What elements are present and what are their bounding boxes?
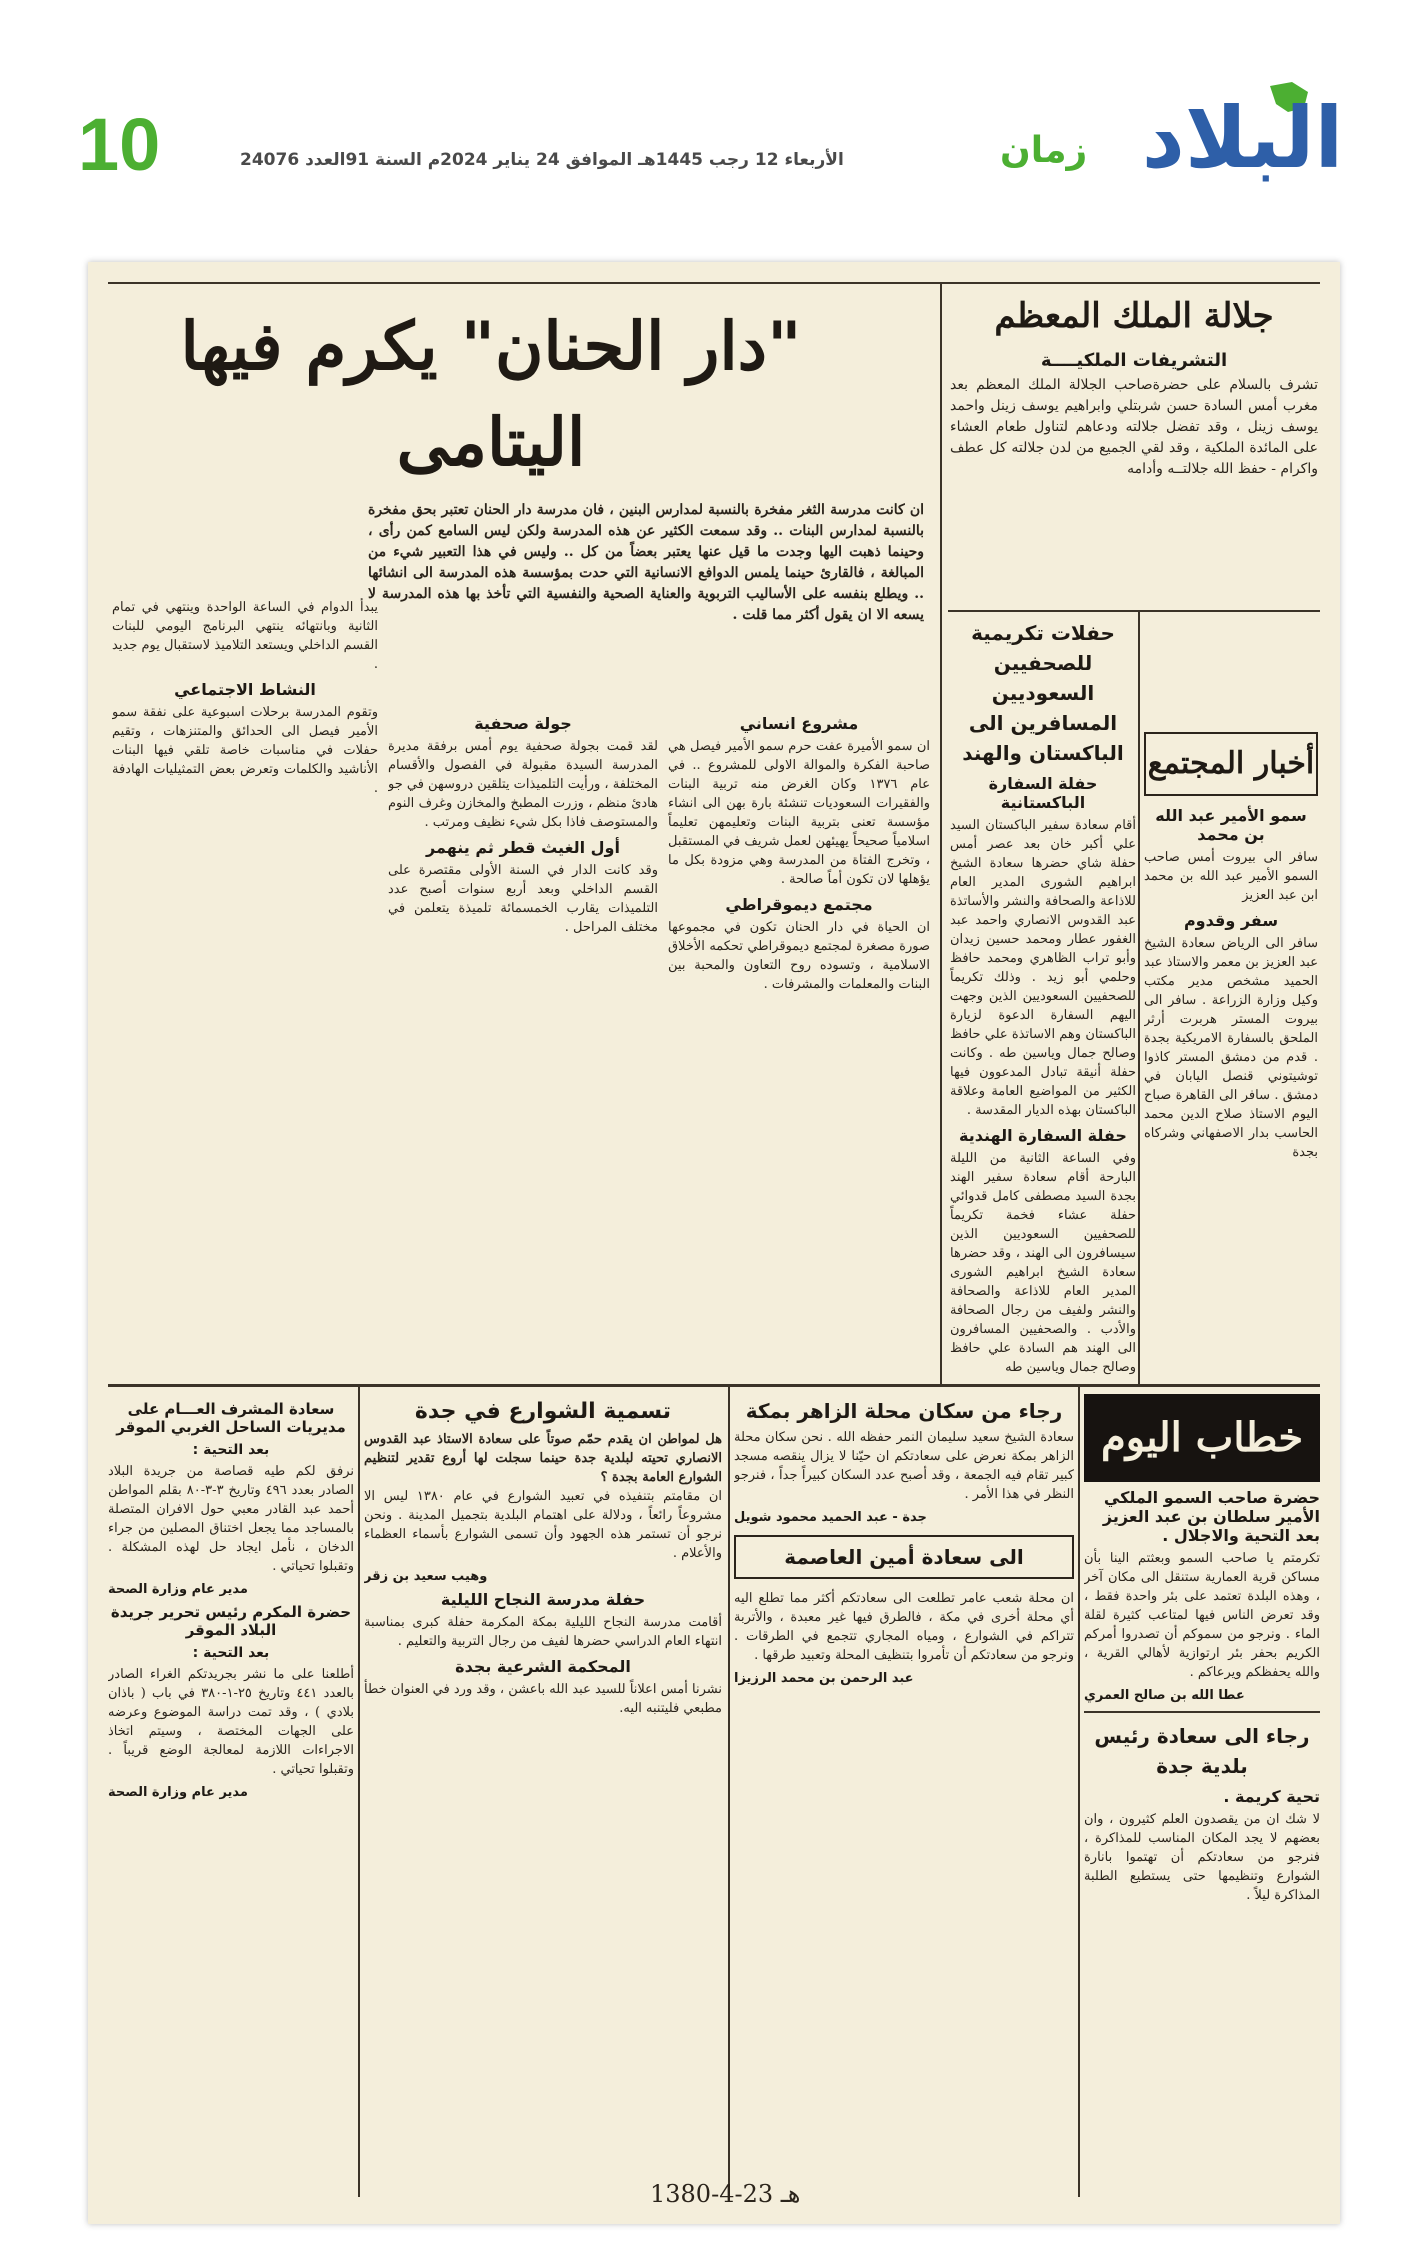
- journalists-sub-india: حفلة السفارة الهندية: [959, 1126, 1127, 1145]
- column-divider: [358, 1387, 360, 2197]
- king-article: [950, 288, 1318, 606]
- page-header: [0, 0, 1420, 260]
- society-news: [1144, 732, 1318, 1378]
- society-item: [1144, 911, 1318, 1162]
- speech-body: تكرمتم يا صاحب السمو وبعثتم الينا بأن مساكن قرية العمارية ستنقل الى مكان آخر ، وهذه البلدة تعتمد على بئر واحدة فقط ، وقد تعرض الناس فيها لمتاعب كثيرة لقلة الماء . ونرجو من سموكم أن تصدروا أمركم الكريم بحفر بئر ارتوازية لأهالي القرية ، والله يحفظكم ويرعاكم .: [1084, 1551, 1320, 1680]
- page-number: 10: [78, 103, 161, 186]
- society-item-body: سافر الى بيروت أمس صاحب السمو الأمير عبد الله بن محمد ابن عبد العزيز: [1144, 850, 1318, 903]
- top-rule: [108, 282, 1320, 284]
- orphans-body-rain: وقد كانت الدار في السنة الأولى مقتصرة على القسم الداخلي وبعد أربع سنوات أصبح عدد التلميذات يقارب الخمسمائة تلميذة يتعلمن في مختلف المراحل .: [388, 863, 658, 935]
- editor-letter-body: أطلعنا على ما نشر بجريدتكم الغراء الصادر بالعدد ٤٤١ وتاريخ ٢٥-١-٣٨٠ في باب ( باذان بلادي ) ، وقد تمت دراسة الموضوع وعرضه على الجهات المختصة ، وسيتم اتخاذ الاجراءات اللازمة لمعالجة الوضع قريباً . وتقبلوا تحياتي .: [108, 1667, 354, 1777]
- speech-salute: حضرة صاحب السمو الملكي الأمير سلطان بن عبد العزيز بعد التحية والاجلال .: [1102, 1488, 1320, 1545]
- journalists-title: حفلات تكريمية للصحفيين السعوديين المسافرين الى الباكستان والهند: [962, 621, 1124, 765]
- orphans-article: [108, 288, 934, 1380]
- journalists-body-pakistan: أقام سعادة سفير الباكستان السيد علي أكبر خان بعد عصر أمس حفلة شاي حضرها سعادة الشيخ ابراهيم الشورى المدير العام للاذاعة والصحافة والنشر والأساتذة عبد القدوس الانصاري واحمد عبد الغفور عطار ومحمد حسين زيدان وأبو تراب الظاهري ومحمد حافظ وحلمي أبو زيد . وذلك تكريماً للصحفيين السعوديين الذين وجهت اليهم السفارة الدعوة لزيارة الباكستان وهم الاساتذة علي حافظ وصالح جمال وياسين طه . وكانت حفلة أنيقة تبادل المدعوون فيها الكثير من المواضيع العامة وعلاقة الباكستان بهذه الديار المقدسة .: [950, 818, 1136, 1118]
- dateline: الأربعاء 12 رجب 1445هـ الموافق 24 يناير 2024م السنة 91العدد 24076: [240, 150, 844, 170]
- orphans-head-rain: أول الغيث قطر ثم ينهمر: [426, 838, 620, 857]
- speech-article: [1084, 1394, 1320, 2104]
- najah-school-title: حفلة مدرسة النجاح الليلية: [440, 1590, 646, 1609]
- eastern-title: سعادة المشرف العـــام على مديريات الساحل الغربي الموقر: [116, 1400, 346, 1436]
- column-divider: [728, 1387, 730, 2197]
- streets-lead: هل لمواطن ان يقدم حمّم صوتاً على سعادة الاستاذ عبد القدوس الانصاري تحيته لبلدية جدة حينما سجلت لها أروع تقدير لتنظيم الشوارع العامة بجدة ؟: [364, 1432, 722, 1485]
- society-item-heading: سفر وقدوم: [1183, 911, 1279, 930]
- eastern-body: نرفق لكم طيه قصاصة من جريدة البلاد الصادر بعدد ٤٩٦ وتاريخ ٣-٣-٨٠ بقلم المواطن أحمد عبد القادر معبي حول الافران المتصلة بالمساجد مما يجعل اختناق المصلين من جراء الدخان ، نأمل ايجاد حل لهذه المشكلة . وتقبلوا تحياتي .: [108, 1464, 354, 1574]
- middle-rule: [108, 1384, 1320, 1387]
- najah-school-body: أقامت مدرسة النجاح الليلية بمكة المكرمة حفلة كبرى بمناسبة انتهاء العام الدراسي حضرها لفيف من رجال التربية والتعليم .: [364, 1615, 722, 1649]
- editor-letter-signature: مدير عام وزارة الصحة: [108, 1785, 248, 1800]
- editor-letter-salute: بعد التحية :: [192, 1645, 270, 1661]
- column-divider: [940, 282, 942, 1384]
- society-item: [1144, 806, 1318, 905]
- court-body: نشرنا أمس اعلاناً للسيد عبد الله باعشن ، وقد ورد في العنوان خطأ مطبعي فليتنبه اليه.: [364, 1682, 722, 1716]
- zaher-title: رجاء من سكان محلة الزاهر بمكة: [745, 1399, 1063, 1423]
- orphans-head-tour: جولة صحفية: [474, 714, 572, 733]
- zaher-signature: جدة - عبد الحميد محمود شويل: [734, 1510, 927, 1525]
- eastern-salute: بعد التحية :: [192, 1442, 270, 1458]
- king-body: تشرف بالسلام على حضرةصاحب الجلالة الملك المعظم بعد مغرب أمس السادة حسن شربتلي وابراهيم يوسف زينل واحمد يوسف زينل ، وقد تفضل جلالته ودعاهم لتناول طعام العشاء على المائدة الملكية ، وقد لقي الجميع من لدن جلالته كل عطف واكرام - حفظ الله جلالتــه وأدامه: [950, 377, 1318, 477]
- orphans-body-social: وتقوم المدرسة برحلات اسبوعية على نفقة سمو الأمير فيصل الى الحدائق والمتنزهات ، وتقيم حفلات في مناسبات خاصة تلقي فيها البنات الأناشيد والكلمات وتعرض بعض التمثيليات الهادفة .: [112, 705, 378, 796]
- zaher-capital-column: [734, 1394, 1074, 2194]
- newspaper-page: [88, 262, 1340, 2224]
- column-divider: [1078, 1387, 1080, 2197]
- capital-signature: عبد الرحمن بن محمد الرزيزا: [734, 1671, 914, 1686]
- court-title: المحكمة الشرعية بجدة: [455, 1657, 631, 1676]
- orphans-head-humane: مشروع انساني: [739, 714, 859, 733]
- orphans-body-humane: ان سمو الأميرة عفت حرم سمو الأمير فيصل هي صاحبة الفكرة والموالة الاولى للمشروع .. في عام ١٣٧٦ وكان الغرض منه تربية البنات والفقيرات السعوديات تنشئة بارة بهن الى انشاء مؤسسة تعنى بتربية البنات وتعليمهن تعليماً اسلامياً صحيحاً يهيئهن لعمل شريف في المستقبل ، وتخرج الفتاة من المدرسة وهي مزودة بكل ما يؤهلها لان تكون أماً صالحة .: [668, 739, 930, 887]
- capital-body: ان محلة شعب عامر تطلعت الى سعادتكم أكثر مما تطلع اليه أي محلة أخرى في مكة ، فالطرق فيها غير معبدة ، والأتربة تتراكم في الشوارع ، ومياه المجاري تتجمع في الطرقات . ونرجو من سعادتكم أن تأمروا بتنظيف المحلة وتعبيد طرقها .: [734, 1591, 1074, 1663]
- orphans-column-2: [388, 708, 658, 1378]
- orphans-head-social: النشاط الاجتماعي: [174, 680, 316, 699]
- streets-signature: وهيب سعيد بن زقر: [364, 1569, 488, 1584]
- streets-title: تسمية الشوارع في جدة: [414, 1399, 672, 1424]
- section-divider: [948, 610, 1320, 612]
- health-letters: [108, 1394, 354, 2194]
- orphans-intro: ان كانت مدرسة الثغر مفخرة بالنسبة لمدارس البنين ، فان مدرسة دار الحنان تعتبر بحق مفخرة بالنسبة لمدارس البنات .. وقد سمعت الكثير عن هذه المدرسة ولكن ليس السامع كمن رأى ، وحينما ذهبت اليها وجدت ما قيل عنها يعتبر بعضاً من كل .. وليس في هذا التعبير شيء من المبالغة ، فالقارئ حينما يلمس الدوافع الانسانية التي حدت بمؤسسة هذه المدرسة الى انشائها .. ويطلع بنفسه على الأساليب التربوية والعناية الصحية والنفسية التي تأخذ بها هذه المدرسة لا يسعه الا ان يقول أكثر مما قلت .: [368, 502, 925, 623]
- king-title: جلالة الملك المعظم: [994, 296, 1274, 336]
- society-title: أخبار المجتمع: [1144, 732, 1318, 796]
- orphans-body-tour: لقد قمت بجولة صحفية يوم أمس برفقة مديرة المدرسة السيدة مقبولة في الفصول والأقسام المختلفة ، ورأيت التلميذات يتلقين دروسهن في جو هادئ منظم ، وزرت المطبخ والمخازن وغرف النوم والمستوصف فاذا بكل شيء نظيف ومرتب .: [388, 739, 658, 830]
- speech-divider: [1084, 1711, 1320, 1713]
- jeddah-mayor-title: رجاء الى سعادة رئيس بلدية جدة: [1094, 1724, 1310, 1778]
- speech-signature: عطا الله بن صالح العمري: [1084, 1688, 1245, 1703]
- orphans-body-schedule: يبدأ الدوام في الساعة الواحدة وينتهي في تمام الثانية وبانتهائه ينتهي البرنامج اليومي للبنات القسم الداخلي ويستعد التلاميذ لاستقبال يوم جديد .: [112, 600, 378, 672]
- streets-article: [364, 1394, 722, 2194]
- orphans-column-1: [668, 708, 930, 1378]
- journalists-body-india: وفي الساعة الثانية من الليلة البارحة أقام سعادة سفير الهند بجدة السيد مصطفى كامل قدوائي حفلة عشاء فخمة تكريماً للصحفيين السعوديين الذين سيسافرون الى الهند ، وقد حضرها سعادة الشيخ ابراهيم الشورى المدير العام للاذاعة والصحافة والنشر ولفيف من رجال الصحافة والأدب . والصحفيين المسافرون الى الهند هم السادة علي حافظ وصالح جمال وياسين طه: [950, 1151, 1136, 1375]
- journalists-sub-pakistan: حفلة السفارة الباكستانية: [988, 774, 1098, 812]
- journalists-article: [950, 618, 1136, 1378]
- jeddah-mayor-body: لا شك ان من يقصدون العلم كثيرون ، وان بعضهم لا يجد المكان المناسب للمذاكرة ، فنرجو من سعادتكم أن تهتموا بانارة الشوارع وتنظيمها حتى يستطيع الطلبة المذاكرة ليلاً .: [1084, 1812, 1320, 1903]
- logo-text: البلاد: [1141, 89, 1344, 187]
- king-subtitle: التشريفات الملكيــــة: [1040, 350, 1228, 371]
- streets-body: ان مقامتم بتنفيذه في تعبيد الشوارع في عام ١٣٨٠ ليس الا مشروعاً رائعاً ، ودلالة على اهتمام البلدية بتجميل المدينة . ونحن نرجو أن تستمر هذه الجهود وأن تسمى الشوارع بأسماء العظماء والأعلام .: [364, 1489, 722, 1561]
- society-item-body: سافر الى الرياض سعادة الشيخ عبد العزيز بن معمر والاستاذ عبد الحميد مشخص مدير مكتب وكيل وزارة الزراعة . سافر الى بيروت المستر هربرت أرثر الملحق بالسفارة الامريكية بجدة . قدم من دمشق المستر كاذوا توشيتوني قنصل اليابان في دمشق . سافر الى القاهرة صباح اليوم الاستاذ صلاح الدين محمد الحاسب بدار الاصفهاني وشركاه بجدة: [1144, 936, 1318, 1160]
- newspaper-logo: [1120, 78, 1365, 198]
- capital-title: الى سعادة أمين العاصمة: [734, 1535, 1074, 1579]
- orphans-body-democratic: ان الحياة في دار الحنان تكون في مجموعها صورة مصغرة لمجتمع ديموقراطي تحكمه الأخلاق الاسلامية ، وتسوده روح التعاون والمحبة بين البنات والمعلمات والمشرفات .: [668, 920, 930, 992]
- society-item-heading: سمو الأمير عبد الله بن محمد: [1155, 806, 1307, 844]
- zaher-body: سعادة الشيخ سعيد سليمان النمر حفظه الله . نحن سكان محلة الزاهر بمكة نعرض على سعادتكم ان حيّنا لا يزال ينقصه مسجد كبير تقام فيه الجمعة ، وقد أصبح عدد السكان كبيراً جداً ، فنرجو النظر في هذا الأمر .: [734, 1430, 1074, 1502]
- orphans-headline: "دار الحنان" يكرم فيها اليتامى: [180, 307, 802, 481]
- eastern-signature: مدير عام وزارة الصحة: [108, 1582, 248, 1597]
- editor-letter-title: حضرة المكرم رئيس تحرير جريدة البلاد الموقر: [110, 1603, 352, 1639]
- orphans-head-democratic: مجتمع ديموقراطي: [725, 895, 873, 914]
- speech-banner: خطاب اليوم: [1084, 1394, 1320, 1482]
- jeddah-mayor-salute: تحية كريمة .: [1223, 1787, 1320, 1806]
- orphans-column-3: [112, 598, 378, 1378]
- date-stamp: 1380-4-23 هـ: [650, 2180, 801, 2208]
- section-tag: زمان: [1000, 130, 1088, 171]
- column-divider: [1138, 612, 1140, 1384]
